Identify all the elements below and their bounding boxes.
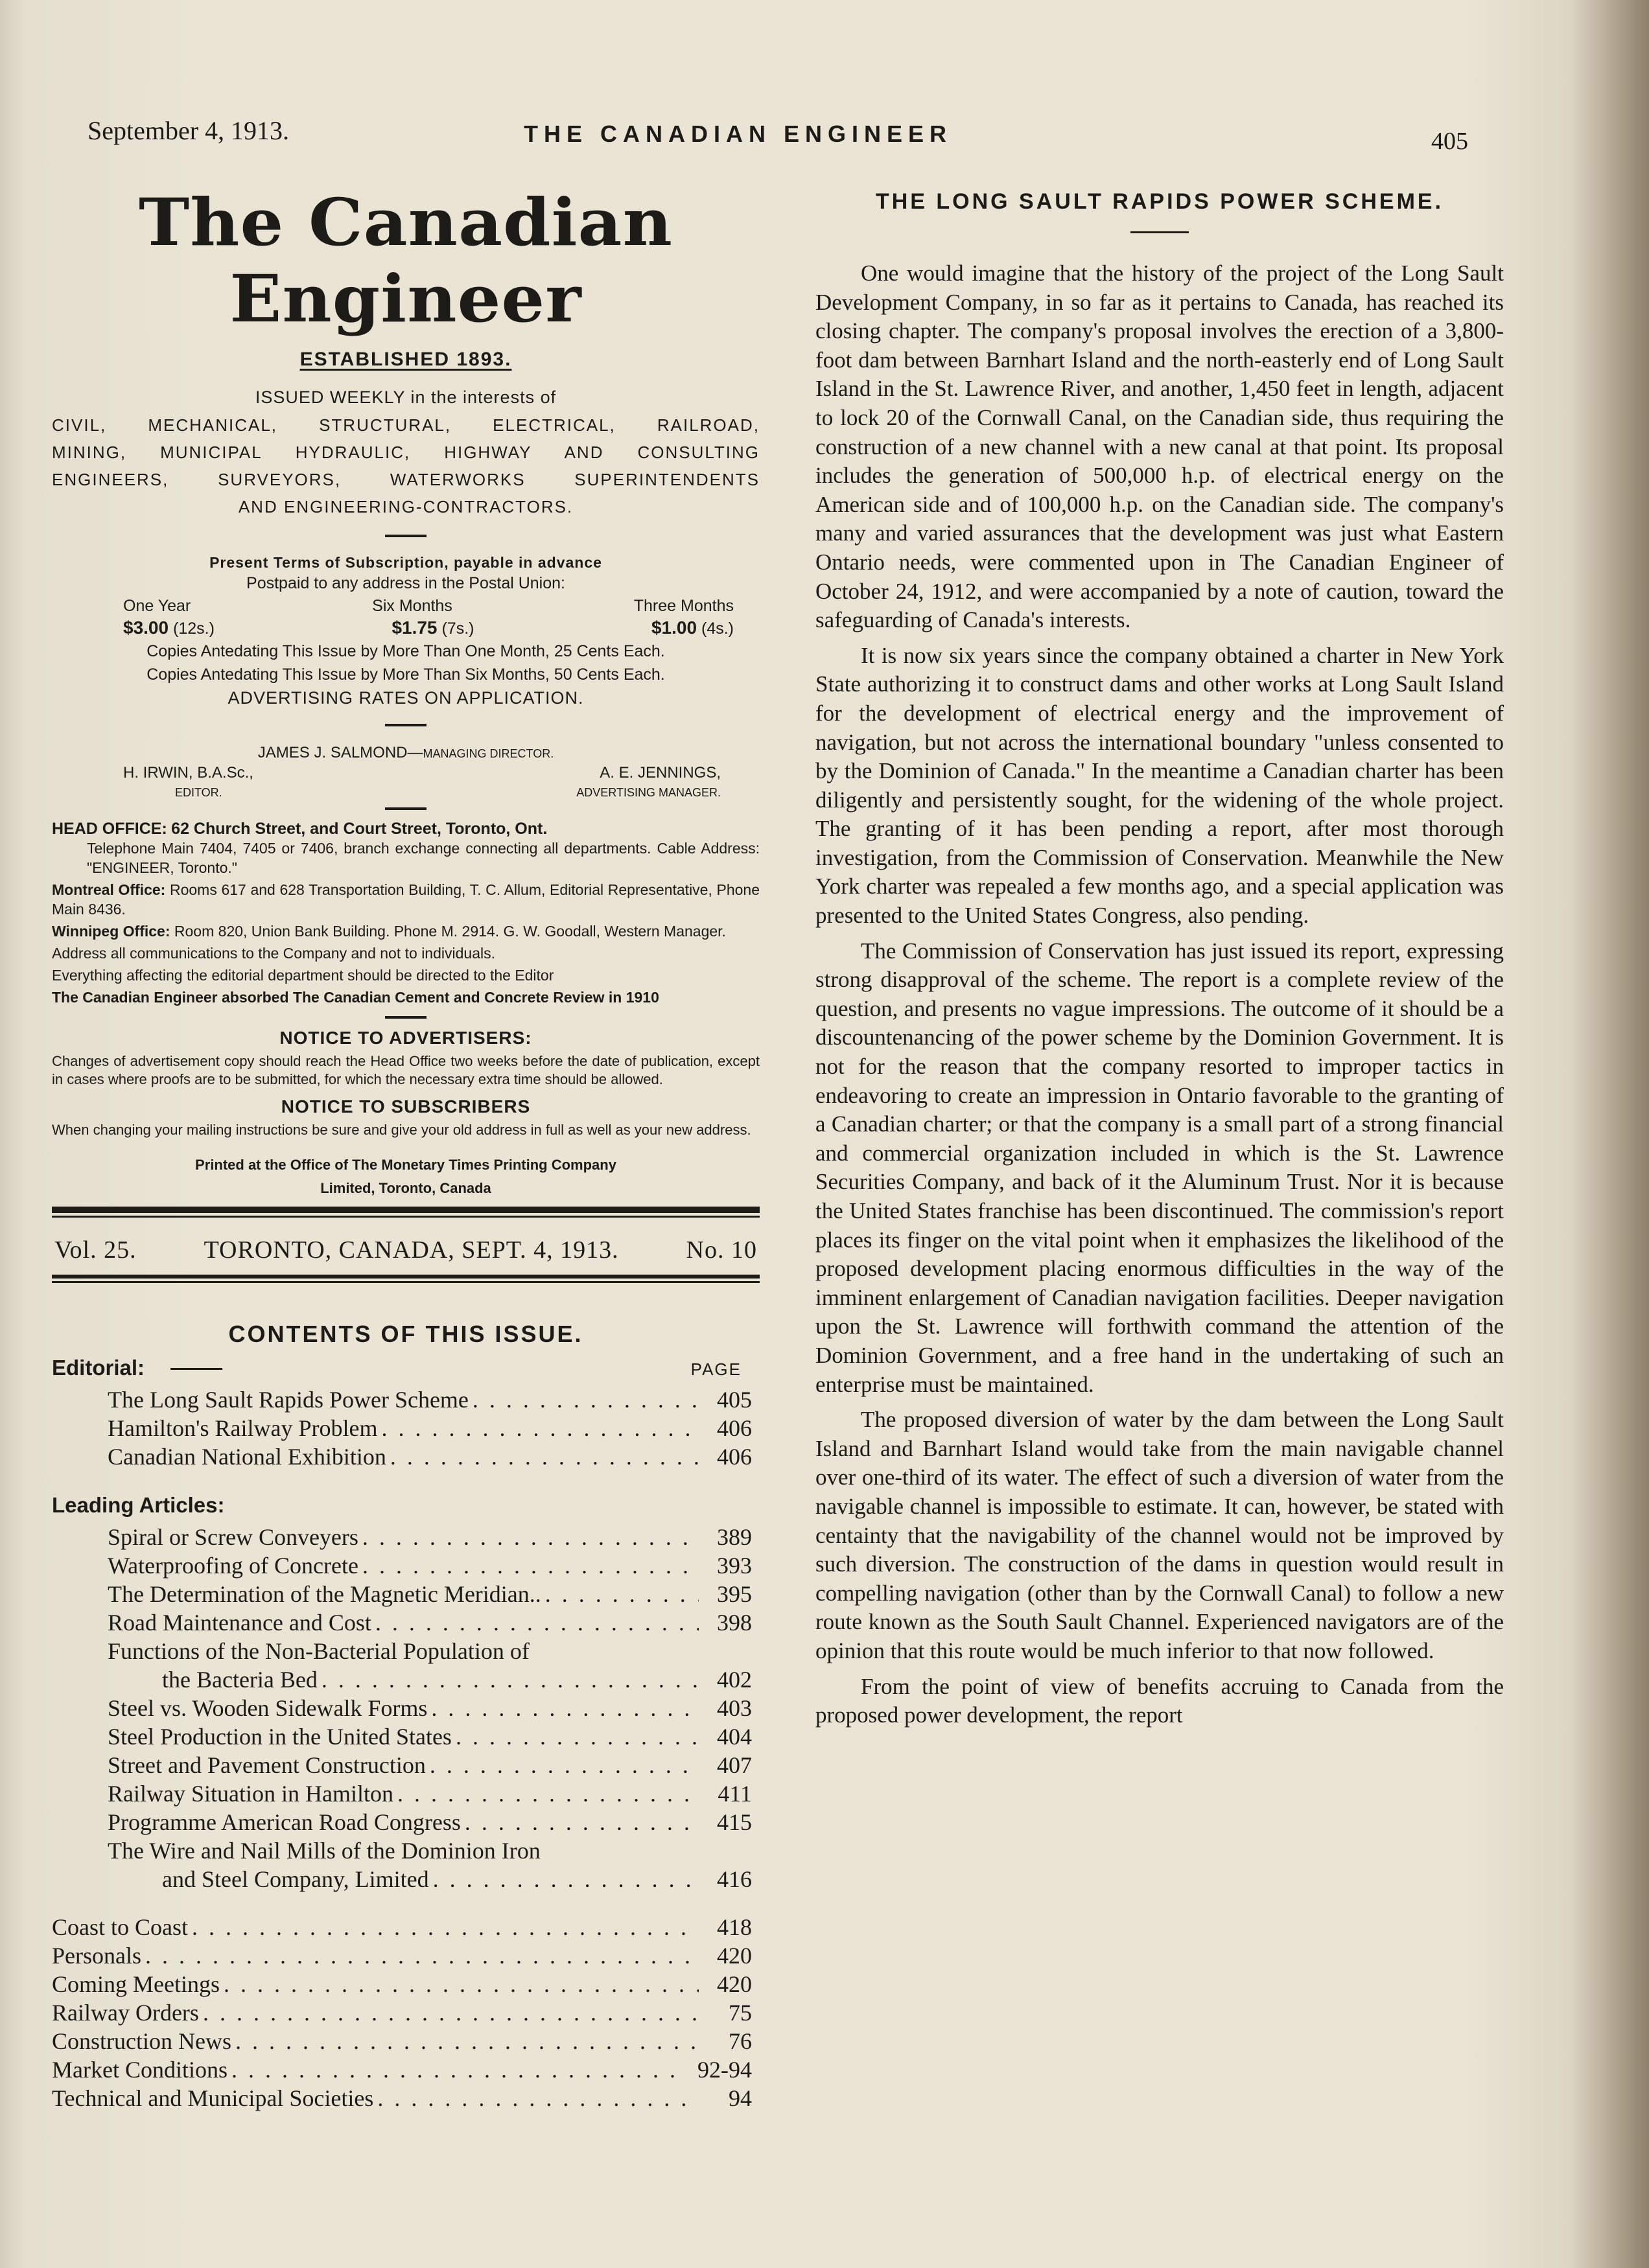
article-body: [815, 259, 1504, 1730]
toc-item[interactable]: Personals . . . 420: [52, 1941, 760, 1970]
divider: [385, 807, 427, 810]
divider-thick: [52, 1207, 760, 1213]
advertising-rates: ADVERTISING RATES ON APPLICATION.: [228, 688, 584, 708]
term-label: Three Months: [633, 597, 734, 615]
editor-title: EDITOR.: [175, 786, 222, 799]
toc-item[interactable]: Coming Meetings . . . 420: [52, 1970, 760, 1998]
term-price: $1.00 (4s.): [651, 618, 734, 638]
toc-item[interactable]: Steel vs. Wooden Sidewalk Forms . . . 403: [52, 1694, 760, 1722]
article-paragraph: It is now six years since the company obtained a charter in New York State authorizing it to construct dams and other works at Long Sault Island for the development of electrical energy and the improvement of navigation, but not across the international boundary "unless consented to by the Dominion of Canada." In the meantime a Canadian charter has been diligently and persistently sought, for the widening of the whole project. The granting of it has been pending a report, after most thorough investigation, from the Commission of Conservation. Meanwhile the New York charter was repealed a few months ago, and a special application was presented to the United States Congress, also pending.: [815, 642, 1504, 929]
volume-number: Vol. 25.: [54, 1236, 137, 1264]
masthead-title: The Canadian Engineer: [138, 184, 673, 337]
volume-line: [54, 1236, 757, 1264]
winnipeg-office: Winnipeg Office: Room 820, Union Bank Building. Phone M. 2914. G. W. Goodall, Western Manager.: [52, 923, 726, 940]
ad-manager-name: A. E. JENNINGS,: [600, 764, 721, 781]
article-paragraph: The Commission of Conservation has just issued its report, expressing strong disapproval of the scheme. The report is a complete review of the question, and presents no vague impressions. The outcome of it should be a discountenancing of the power scheme by the Dominion Government. It is not for the reason that the company resorted to improper tactics in endeavoring to create an impression in Ontario favorable to the granting of a Canadian charter; or that the company is a small part of a strong financial and commercial organization included in which is the St. Lawrence Securities Company, and back of it the Aluminum Trust. Nor it is because the United States franchise has been discontinued. The commission's report places its finger on the vital point when it emphasizes the likelihood of the proposed development placing enormous difficulties in the way of the imminent enlargement of Canadian navigation facilities. Deeper navigation upon the St. Lawrence will forthwith command the attention of the Dominion Government, and a free hand in the undertaking of such an enterprise must be maintained.: [815, 938, 1504, 1397]
toc-item[interactable]: The Wire and Nail Mills of the Dominion Iron and Steel Company, Limited . . . 416: [52, 1836, 760, 1893]
editorial-heading: Editorial: PAGE: [52, 1356, 742, 1380]
header-title: THE CANADIAN ENGINEER: [524, 121, 953, 147]
toc-item[interactable]: The Long Sault Rapids Power Scheme . . . 405: [52, 1385, 760, 1414]
toc-item[interactable]: Technical and Municipal Societies . . . 94: [52, 2084, 760, 2112]
leading-articles-heading: Leading Articles:: [52, 1493, 225, 1517]
managing-director: JAMES J. SALMOND—MANAGING DIRECTOR.: [257, 744, 554, 761]
toc-item[interactable]: Street and Pavement Construction . . . 407: [52, 1751, 760, 1779]
interests-line: MINING, MUNICIPAL HYDRAULIC, HIGHWAY AND CONSULTING: [52, 443, 760, 462]
divider-thin: [52, 1216, 760, 1218]
contents-heading: CONTENTS OF THIS ISSUE.: [228, 1321, 583, 1347]
offices-block: [52, 819, 760, 1007]
toc-item[interactable]: Steel Production in the United States . . . 404: [52, 1722, 760, 1751]
copies-six-months: Copies Antedating This Issue by More Than Six Months, 50 Cents Each.: [146, 665, 665, 684]
subscription-terms-prices: [52, 617, 760, 640]
interests-line: AND ENGINEERING-CONTRACTORS.: [238, 497, 574, 516]
toc-item[interactable]: The Determination of the Magnetic Meridian.. . . . 395: [52, 1580, 760, 1608]
article-paragraph: One would imagine that the history of the project of the Long Sault Development Company, in so far as it pertains to Canada, has reached its closing chapter. The company's proposal involves the erection of a 3,800-foot dam between Barnhart Island and the north-easterly end of Long Sault Island in the St. Lawrence River, and another, 1,450 feet in length, adjacent to lock 20 of the Cornwall Canal, on the Canadian side, thus requiring the construction of a new channel with a new canal at that point. Its proposal includes the generation of 500,000 h.p. of electrical energy on the American side and of 100,000 h.p. on the Canadian side. The company's many and varied assurances that the development was just what Eastern Ontario needs, were commented upon in The Canadian Engineer of October 24, 1912, and were accompanied by a note of caution, toward the safeguarding of Canada's interests.: [815, 260, 1504, 633]
right-column: [815, 189, 1504, 1737]
toc-item[interactable]: Waterproofing of Concrete . . . 393: [52, 1551, 760, 1580]
toc-item[interactable]: Canadian National Exhibition . . . 406: [52, 1442, 760, 1471]
toc-item[interactable]: Programme American Road Congress . . . 415: [52, 1808, 760, 1836]
toc-item[interactable]: Functions of the Non-Bacterial Population of the Bacteria Bed . . . 402: [52, 1637, 760, 1694]
toc-item[interactable]: Coast to Coast . . . 418: [52, 1913, 760, 1941]
toc-item[interactable]: Hamilton's Railway Problem . . . 406: [52, 1414, 760, 1442]
interests-list: [52, 411, 760, 520]
issued-weekly: ISSUED WEEKLY in the interests of: [255, 388, 557, 407]
notice-subscribers-heading: NOTICE TO SUBSCRIBERS: [281, 1096, 531, 1117]
divider-thick: [52, 1275, 760, 1279]
volume-place-date: TORONTO, CANADA, SEPT. 4, 1913.: [204, 1236, 619, 1264]
article-paragraph: From the point of view of benefits accruing to Canada from the proposed power development, the report: [815, 1673, 1504, 1728]
absorbed-note: The Canadian Engineer absorbed The Canadian Cement and Concrete Review in 1910: [52, 989, 659, 1006]
printed-by: Printed at the Office of The Monetary Times Printing Company Limited, Toronto, Canada: [195, 1157, 616, 1196]
divider: [385, 535, 427, 537]
leading-articles-list: [52, 1523, 760, 1893]
toc-item[interactable]: Road Maintenance and Cost . . . 398: [52, 1608, 760, 1637]
divider-thin: [52, 1281, 760, 1283]
subscription-heading: Present Terms of Subscription, payable in advance: [209, 554, 602, 571]
article-title: THE LONG SAULT RAPIDS POWER SCHEME.: [875, 189, 1444, 214]
article-paragraph: The proposed diversion of water by the dam between the Long Sault Island and Barnhart Island would take from the main navigable channel over one-third of its water. The effect of such a diversion of water from the navigable channel is impossible to estimate. It can, however, be stated with centainty that the navigability of the channel would not be improved by such diversion. The construction of the dams in question would result in compelling navigation (other than by the Cornwall Canal) to follow a new route known as the South Sault Channel. Experienced navigators are of the opinion that this route would be much inferior to that now followed.: [815, 1407, 1504, 1663]
postpaid-line: Postpaid to any address in the Postal Union:: [246, 574, 565, 592]
editor-name: H. IRWIN, B.A.Sc.,: [123, 764, 253, 781]
subscription-terms-labels: [52, 595, 760, 617]
copies-one-month: Copies Antedating This Issue by More Than One Month, 25 Cents Each.: [146, 642, 665, 660]
montreal-office: Montreal Office: Rooms 617 and 628 Transportation Building, T. C. Allum, Editorial Representative, Phone Main 8436.: [52, 881, 760, 918]
notice-advertisers-heading: NOTICE TO ADVERTISERS:: [279, 1028, 532, 1048]
page-column-label: PAGE: [690, 1360, 742, 1379]
address-note: Address all communications to the Company and not to individuals.: [52, 945, 495, 962]
left-column: [52, 168, 760, 2112]
interests-line: ENGINEERS, SURVEYORS, WATERWORKS SUPERINTENDENTS: [52, 470, 760, 489]
editor-admanager-names: [52, 763, 760, 783]
editorial-list: [52, 1385, 760, 1471]
ad-manager-title: ADVERTISING MANAGER.: [576, 786, 721, 799]
toc-item[interactable]: Construction News . . . 76: [52, 2027, 760, 2055]
toc-item[interactable]: Market Conditions . . . 92-94: [52, 2055, 760, 2084]
issue-number: No. 10: [686, 1236, 757, 1264]
interests-line: CIVIL, MECHANICAL, STRUCTURAL, ELECTRICAL, RAILROAD,: [52, 415, 760, 435]
toc-item[interactable]: Railway Orders . . . 75: [52, 1998, 760, 2027]
header-date: September 4, 1913.: [88, 116, 290, 145]
departments-list: [52, 1913, 760, 2112]
head-office: HEAD OFFICE: 62 Church Street, and Court Street, Toronto, Ont. Telephone Main 7404, 7405 or 7406, branch exchange connecting all departments. Cable Address: "ENGINEER, Toronto.": [52, 820, 760, 876]
divider: [385, 1016, 427, 1019]
term-label: One Year: [123, 597, 191, 615]
editor-admanager-titles: [52, 783, 760, 802]
notice-advertisers-text: Changes of advertisement copy should reach the Head Office two weeks before the date of publication, except in cases where proofs are to be submitted, for which the necessary extra time should be allowed.: [52, 1053, 760, 1087]
term-price: $3.00 (12s.): [123, 618, 215, 638]
editorial-note: Everything affecting the editorial department should be directed to the Editor: [52, 967, 554, 984]
divider: [385, 724, 427, 726]
header-page-number: 405: [1431, 128, 1468, 155]
term-price: $1.75 (7s.): [392, 618, 474, 638]
divider: [1130, 231, 1189, 233]
established-line: ESTABLISHED 1893.: [299, 349, 512, 370]
term-label: Six Months: [372, 597, 452, 615]
toc-item[interactable]: Railway Situation in Hamilton . . . 411: [52, 1779, 760, 1808]
toc-item[interactable]: Spiral or Screw Conveyers . . . 389: [52, 1523, 760, 1551]
notice-subscribers-text: When changing your mailing instructions be sure and give your old address in full as well as your new address.: [52, 1122, 751, 1138]
